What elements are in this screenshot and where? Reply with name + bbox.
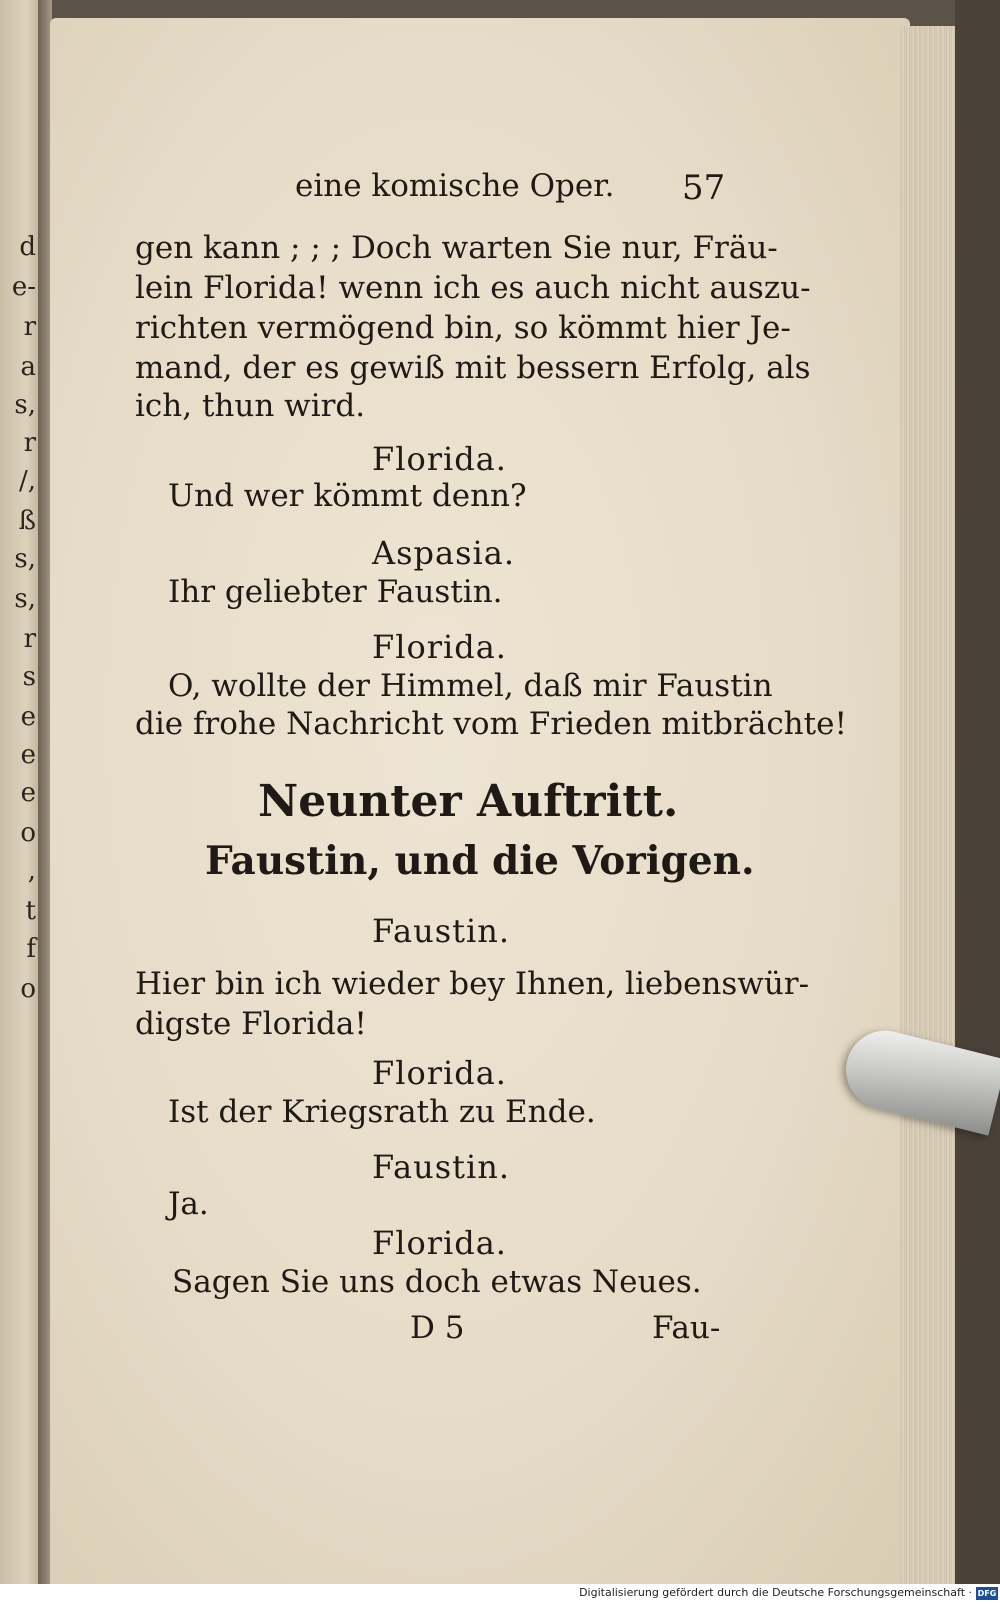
prev-edge-char: o: [20, 974, 36, 1004]
speech-line: O, wollte der Himmel, daß mir Faustin: [168, 668, 773, 704]
page-edges: [900, 26, 955, 1584]
prev-edge-char: ß: [18, 506, 36, 536]
speech-line: Ist der Kriegsrath zu Ende.: [168, 1094, 596, 1130]
text-line: gen kann ; ; ; Doch warten Sie nur, Fräu-: [135, 230, 778, 266]
prev-edge-char: s: [22, 662, 36, 692]
prev-edge-char: d: [19, 232, 36, 262]
speech-line: Ihr geliebter Faustin.: [168, 574, 503, 610]
prev-edge-char: r: [23, 312, 36, 342]
speech-line: die frohe Nachricht vom Frieden mitbrächte!: [135, 706, 847, 742]
prev-edge-char: ,: [27, 856, 36, 886]
speech-line: Sagen Sie uns doch etwas Neues.: [172, 1264, 702, 1300]
text-line: richten vermögend bin, so kömmt hier Je-: [135, 310, 791, 346]
running-header: eine komische Oper.: [295, 168, 615, 204]
scene-heading: Neunter Auftritt.: [258, 776, 679, 827]
scan-background: [955, 0, 1000, 1584]
prev-edge-char: s,: [14, 584, 36, 614]
speaker-name: Faustin.: [372, 912, 511, 950]
prev-edge-char: e: [20, 778, 36, 808]
page-number: 57: [682, 168, 726, 208]
speaker-name: Florida.: [372, 628, 507, 666]
speech-line: digste Florida!: [135, 1006, 367, 1042]
text-line: ich, thun wird.: [135, 388, 366, 424]
prev-edge-char: e: [20, 740, 36, 770]
speaker-name: Faustin.: [372, 1148, 511, 1186]
funding-credit: Digitalisierung gefördert durch die Deutsche Forschungsgemeinschaft ·: [579, 1586, 972, 1599]
speech-line: Ja.: [168, 1186, 209, 1222]
speaker-name: Florida.: [372, 440, 507, 478]
prev-edge-char: r: [23, 428, 36, 458]
speech-line: Und wer kömmt denn?: [168, 478, 527, 514]
speaker-name: Aspasia.: [372, 534, 515, 572]
prev-edge-char: o: [20, 818, 36, 848]
prev-edge-char: t: [25, 896, 36, 926]
prev-edge-char: /,: [18, 466, 36, 496]
footer-bar: [0, 1584, 1000, 1604]
dfg-logo: DFG: [977, 1589, 997, 1598]
speaker-name: Florida.: [372, 1224, 507, 1262]
text-line: lein Florida! wenn ich es auch nicht auszu-: [135, 270, 811, 306]
scene-persons: Faustin, und die Vorigen.: [205, 838, 755, 884]
prev-edge-char: f: [26, 934, 36, 964]
speech-line: Hier bin ich wieder bey Ihnen, liebenswür-: [135, 966, 810, 1002]
prev-edge-char: s,: [14, 390, 36, 420]
prev-edge-char: a: [20, 352, 36, 382]
prev-edge-char: r: [23, 624, 36, 654]
prev-edge-char: e-: [11, 272, 36, 302]
catchword: Fau-: [652, 1310, 721, 1346]
speaker-name: Florida.: [372, 1054, 507, 1092]
prev-edge-char: e: [20, 702, 36, 732]
signature-mark: D 5: [410, 1310, 465, 1346]
text-line: mand, der es gewiß mit bessern Erfolg, als: [135, 350, 811, 386]
prev-edge-char: s,: [14, 544, 36, 574]
